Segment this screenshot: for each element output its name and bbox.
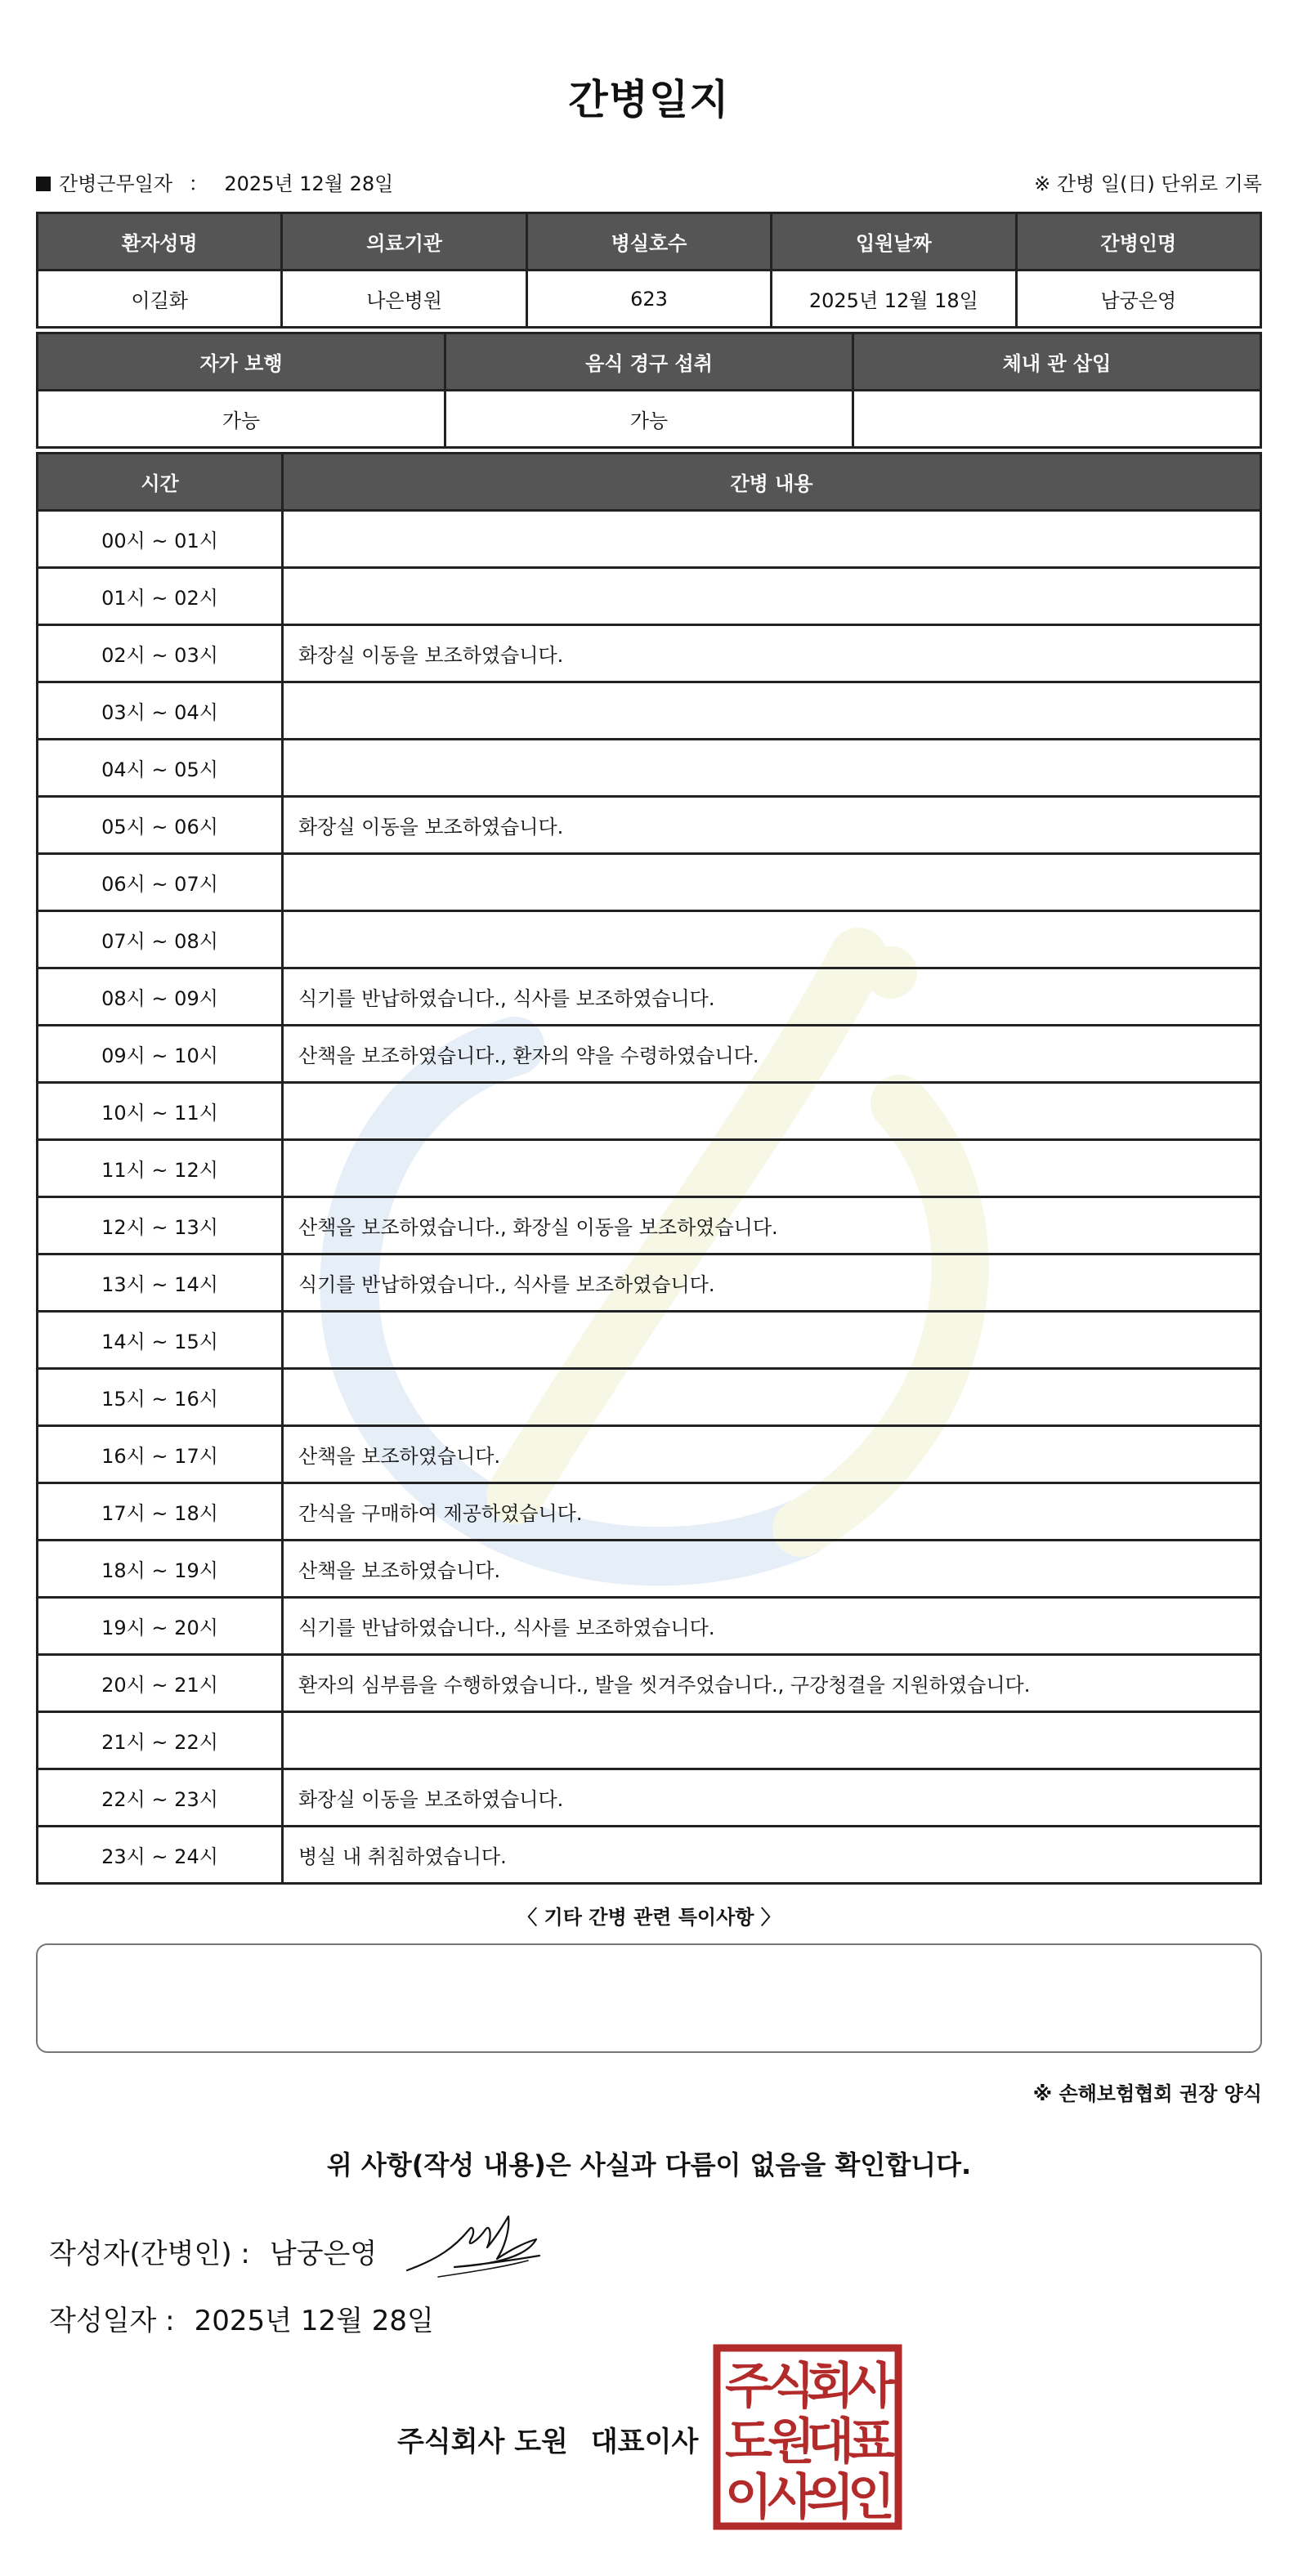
schedule-content: 산책을 보조하였습니다. [283, 1541, 1261, 1598]
work-date [36, 168, 393, 196]
schedule-row [38, 1541, 1261, 1598]
work-date-label: 간병근무일자 [59, 172, 173, 195]
writer-label: 작성자(간병인) : [49, 2238, 250, 2270]
schedule-time: 16시 ~ 17시 [38, 1426, 283, 1483]
schedule-header-row [38, 454, 1261, 511]
work-date-value: 2025년 12월 28일 [224, 172, 394, 195]
schedule-content [283, 1140, 1261, 1197]
schedule-time: 02시 ~ 03시 [38, 625, 283, 682]
schedule-row [38, 1083, 1261, 1140]
svg-text:표: 표 [848, 2413, 895, 2471]
patient-condition-table [36, 332, 1262, 449]
svg-text:도: 도 [725, 2413, 772, 2471]
schedule-time: 07시 ~ 08시 [38, 911, 283, 968]
schedule-time: 06시 ~ 07시 [38, 854, 283, 911]
self-walking-value: 가능 [38, 391, 445, 448]
schedule-content: 화장실 이동을 보조하였습니다. [283, 1769, 1261, 1827]
company-seal-stamp [713, 2344, 902, 2530]
write-date-value: 2025년 12월 28일 [194, 2305, 434, 2337]
schedule-time: 05시 ~ 06시 [38, 797, 283, 854]
schedule-content: 식기를 반납하였습니다., 식사를 보조하였습니다. [283, 1598, 1261, 1655]
schedule-content: 산책을 보조하였습니다. [283, 1426, 1261, 1483]
admission-date: 2025년 12월 18일 [772, 271, 1016, 328]
schedule-time: 17시 ~ 18시 [38, 1483, 283, 1541]
schedule-time: 15시 ~ 16시 [38, 1369, 283, 1426]
schedule-time: 01시 ~ 02시 [38, 568, 283, 625]
schedule-time: 13시 ~ 14시 [38, 1254, 283, 1312]
care-schedule-table [36, 452, 1262, 1885]
schedule-time: 12시 ~ 13시 [38, 1197, 283, 1254]
schedule-row [38, 911, 1261, 968]
schedule-content [283, 1312, 1261, 1369]
schedule-time: 08시 ~ 09시 [38, 968, 283, 1026]
tube-insertion-value [853, 391, 1261, 448]
schedule-content [283, 1369, 1261, 1426]
header-time: 시간 [38, 454, 283, 511]
schedule-row [38, 1197, 1261, 1254]
header-patient-name: 환자성명 [38, 213, 282, 271]
schedule-row [38, 1312, 1261, 1369]
confirmation-statement: 위 사항(작성 내용)은 사실과 다름이 없음을 확인합니다. [326, 2149, 972, 2180]
schedule-row [38, 854, 1261, 911]
schedule-time: 14시 ~ 15시 [38, 1312, 283, 1369]
svg-text:사: 사 [768, 2469, 815, 2526]
svg-text:주: 주 [725, 2358, 772, 2415]
patient-info-header-row [38, 213, 1261, 271]
schedule-row [38, 797, 1261, 854]
schedule-row [38, 1426, 1261, 1483]
patient-name: 이길화 [38, 271, 282, 328]
record-unit-note: ※ 간병 일(日) 단위로 기록 [1034, 172, 1262, 195]
schedule-content: 산책을 보조하였습니다., 환자의 약을 수령하였습니다. [283, 1026, 1261, 1083]
schedule-row [38, 1712, 1261, 1769]
patient-info-value-row [38, 271, 1261, 328]
schedule-row [38, 682, 1261, 740]
schedule-content [283, 511, 1261, 568]
schedule-content: 화장실 이동을 보조하였습니다. [283, 797, 1261, 854]
schedule-content [283, 1083, 1261, 1140]
hospital-name: 나은병원 [282, 271, 526, 328]
schedule-row [38, 1254, 1261, 1312]
schedule-row [38, 968, 1261, 1026]
patient-info-table [36, 212, 1262, 329]
schedule-time: 10시 ~ 11시 [38, 1083, 283, 1140]
schedule-row [38, 1598, 1261, 1655]
svg-text:인: 인 [848, 2469, 895, 2526]
schedule-content [283, 740, 1261, 797]
schedule-time: 22시 ~ 23시 [38, 1769, 283, 1827]
company-representative-title: 대표이사 [590, 2426, 699, 2458]
svg-text:이: 이 [725, 2469, 772, 2526]
schedule-time: 04시 ~ 05시 [38, 740, 283, 797]
special-notes-title: 〈 기타 간병 관련 특이사항 〉 [517, 1906, 781, 1929]
schedule-content: 식기를 반납하였습니다., 식사를 보조하였습니다. [283, 1254, 1261, 1312]
header-hospital: 의료기관 [282, 213, 526, 271]
schedule-content: 화장실 이동을 보조하였습니다. [283, 625, 1261, 682]
document-title: 간병일지 [568, 76, 730, 123]
oral-intake-value: 가능 [445, 391, 853, 448]
patient-condition-value-row [38, 391, 1261, 448]
header-tube-insertion: 체내 관 삽입 [853, 333, 1261, 391]
header-self-walking: 자가 보행 [38, 333, 445, 391]
schedule-content [283, 911, 1261, 968]
svg-text:회: 회 [807, 2358, 854, 2415]
svg-text:대: 대 [807, 2413, 854, 2471]
schedule-time: 20시 ~ 21시 [38, 1655, 283, 1712]
schedule-time: 11시 ~ 12시 [38, 1140, 283, 1197]
schedule-time: 00시 ~ 01시 [38, 511, 283, 568]
schedule-content [283, 1712, 1261, 1769]
handwritten-signature [405, 2207, 544, 2280]
header-oral-intake: 음식 경구 섭취 [445, 333, 853, 391]
schedule-content [283, 568, 1261, 625]
svg-text:사: 사 [848, 2358, 895, 2415]
special-notes-box [36, 1943, 1262, 2053]
square-bullet-icon [36, 177, 51, 191]
schedule-row [38, 1369, 1261, 1426]
header-admission-date: 입원날짜 [772, 213, 1016, 271]
company-name: 주식회사 도원 [397, 2426, 568, 2458]
schedule-content [283, 854, 1261, 911]
schedule-content: 환자의 심부름을 수행하였습니다., 발을 씻겨주었습니다., 구강청결을 지원하였습니다. [283, 1655, 1261, 1712]
work-date-separator: ： [188, 172, 208, 195]
schedule-content: 산책을 보조하였습니다., 화장실 이동을 보조하였습니다. [283, 1197, 1261, 1254]
schedule-row [38, 1655, 1261, 1712]
schedule-body [38, 511, 1261, 1884]
schedule-row [38, 1483, 1261, 1541]
schedule-content: 식기를 반납하였습니다., 식사를 보조하였습니다. [283, 968, 1261, 1026]
svg-text:식: 식 [768, 2358, 815, 2415]
schedule-content [283, 682, 1261, 740]
schedule-row [38, 1827, 1261, 1884]
recommended-form-note: ※ 손해보험협회 권장 양식 [1032, 2082, 1262, 2105]
schedule-row [38, 1026, 1261, 1083]
company-signature [397, 2419, 698, 2459]
schedule-time: 09시 ~ 10시 [38, 1026, 283, 1083]
schedule-content: 병실 내 취침하였습니다. [283, 1827, 1261, 1884]
writer-row [49, 2231, 377, 2271]
write-date-row [49, 2298, 434, 2338]
schedule-row [38, 1140, 1261, 1197]
schedule-row [38, 511, 1261, 568]
svg-text:의: 의 [807, 2469, 854, 2526]
write-date-label: 작성일자 : [49, 2305, 175, 2337]
room-number: 623 [526, 271, 771, 328]
schedule-time: 23시 ~ 24시 [38, 1827, 283, 1884]
header-caregiver-name: 간병인명 [1016, 213, 1260, 271]
schedule-row [38, 568, 1261, 625]
header-care-content: 간병 내용 [283, 454, 1261, 511]
schedule-time: 03시 ~ 04시 [38, 682, 283, 740]
caregiver-name: 남궁은영 [1016, 271, 1260, 328]
schedule-row [38, 740, 1261, 797]
schedule-row [38, 1769, 1261, 1827]
schedule-time: 19시 ~ 20시 [38, 1598, 283, 1655]
svg-text:원: 원 [768, 2413, 815, 2471]
schedule-time: 18시 ~ 19시 [38, 1541, 283, 1598]
header-room-number: 병실호수 [526, 213, 771, 271]
schedule-row [38, 625, 1261, 682]
writer-name: 남궁은영 [269, 2238, 378, 2270]
schedule-time: 21시 ~ 22시 [38, 1712, 283, 1769]
patient-condition-header-row [38, 333, 1261, 391]
schedule-content: 간식을 구매하여 제공하였습니다. [283, 1483, 1261, 1541]
